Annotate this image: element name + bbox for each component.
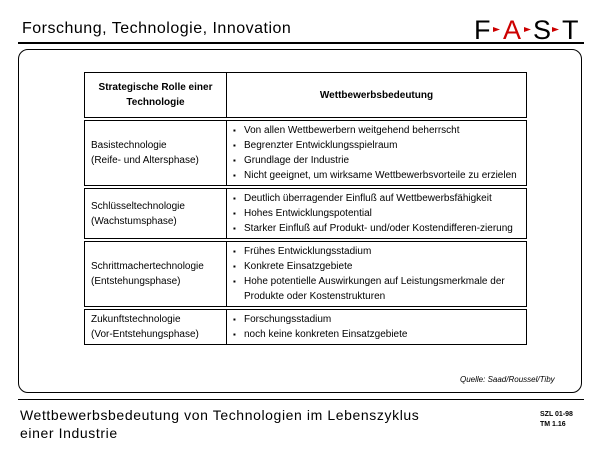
footer-rule <box>18 399 584 400</box>
logo-arrow <box>552 27 559 32</box>
significance-cell <box>227 120 527 186</box>
role-name: Schrittmachertechnologie <box>91 261 204 272</box>
header-rule <box>18 42 584 44</box>
bullet-item: ▪ Starker Einfluß auf Produkt- und/oder Kostendifferen-zierung <box>233 221 520 236</box>
header-role: Strategische Rolle einer Technologie <box>84 72 227 118</box>
role-cell <box>84 241 227 307</box>
role-phase: (Wachstumsphase) <box>91 215 177 227</box>
role-cell <box>84 120 227 186</box>
role-name: Basistechnologie <box>91 140 167 151</box>
table-row <box>84 309 527 345</box>
fast-logo <box>472 16 584 42</box>
bullet-item: ▪ Von allen Wettbewerbern weitgehend beherrscht <box>233 123 520 138</box>
table-row <box>84 241 527 307</box>
bullet-item: ▪ Hohe potentielle Auswirkungen auf Leistungsmerkmale der Produkte oder Kostenstrukturen <box>233 274 520 304</box>
role-phase: (Vor-Entstehungsphase) <box>91 329 199 340</box>
role-phase: (Entstehungsphase) <box>91 276 181 287</box>
page-title: Forschung, Technologie, Innovation <box>22 20 292 37</box>
source-citation: Quelle: Saad/Roussel/Tiby <box>460 375 555 384</box>
slide-title-line: Wettbewerbsbedeutung von Technologien im Lebenszyklus <box>20 407 420 423</box>
technology-role-table <box>84 70 527 347</box>
role-phase: (Reife- und Altersphase) <box>91 155 199 166</box>
bullet-item: ▪ Frühes Entwicklungsstadium <box>233 244 520 259</box>
role-cell <box>84 309 227 345</box>
table-row <box>84 120 527 186</box>
significance-cell <box>227 241 527 307</box>
significance-cell <box>227 188 527 239</box>
logo-letter-t: T <box>562 16 579 42</box>
logo-arrow <box>524 27 531 32</box>
bullet-item: ▪ Deutlich überragender Einfluß auf Wettbewerbsfähigkeit <box>233 191 520 206</box>
bullet-item: ▪ Begrenzter Entwicklungsspielraum <box>233 138 520 153</box>
table-header-row <box>84 72 527 118</box>
role-name: Schlüsseltechnologie <box>91 200 185 212</box>
slide-code-line: SZL 01-98 <box>540 411 573 418</box>
bullet-item: ▪ Konkrete Einsatzgebiete <box>233 259 520 274</box>
logo-letter-s: S <box>533 16 552 42</box>
bullet-item: ▪ Forschungsstadium <box>233 312 520 327</box>
bullet-item: ▪ Hohes Entwicklungspotential <box>233 206 520 221</box>
logo-letter-a: A <box>503 16 522 42</box>
table-row <box>84 188 527 239</box>
slide-title <box>20 406 490 442</box>
slide-title-line: einer Industrie <box>20 425 118 441</box>
slide-code <box>540 410 573 430</box>
logo-letter-f: F <box>474 16 491 42</box>
logo-arrow <box>493 27 500 32</box>
significance-cell <box>227 309 527 345</box>
bullet-item: ▪ noch keine konkreten Einsatzgebiete <box>233 327 520 342</box>
role-cell <box>84 188 227 239</box>
bullet-item: ▪ Nicht geeignet, um wirksame Wettbewerbsvorteile zu erzielen <box>233 168 520 183</box>
header-significance: Wettbewerbsbedeutung <box>227 72 527 118</box>
bullet-item: ▪ Grundlage der Industrie <box>233 153 520 168</box>
slide-code-line: TM 1.16 <box>540 421 566 428</box>
role-name: Zukunftstechnologie <box>91 314 181 325</box>
